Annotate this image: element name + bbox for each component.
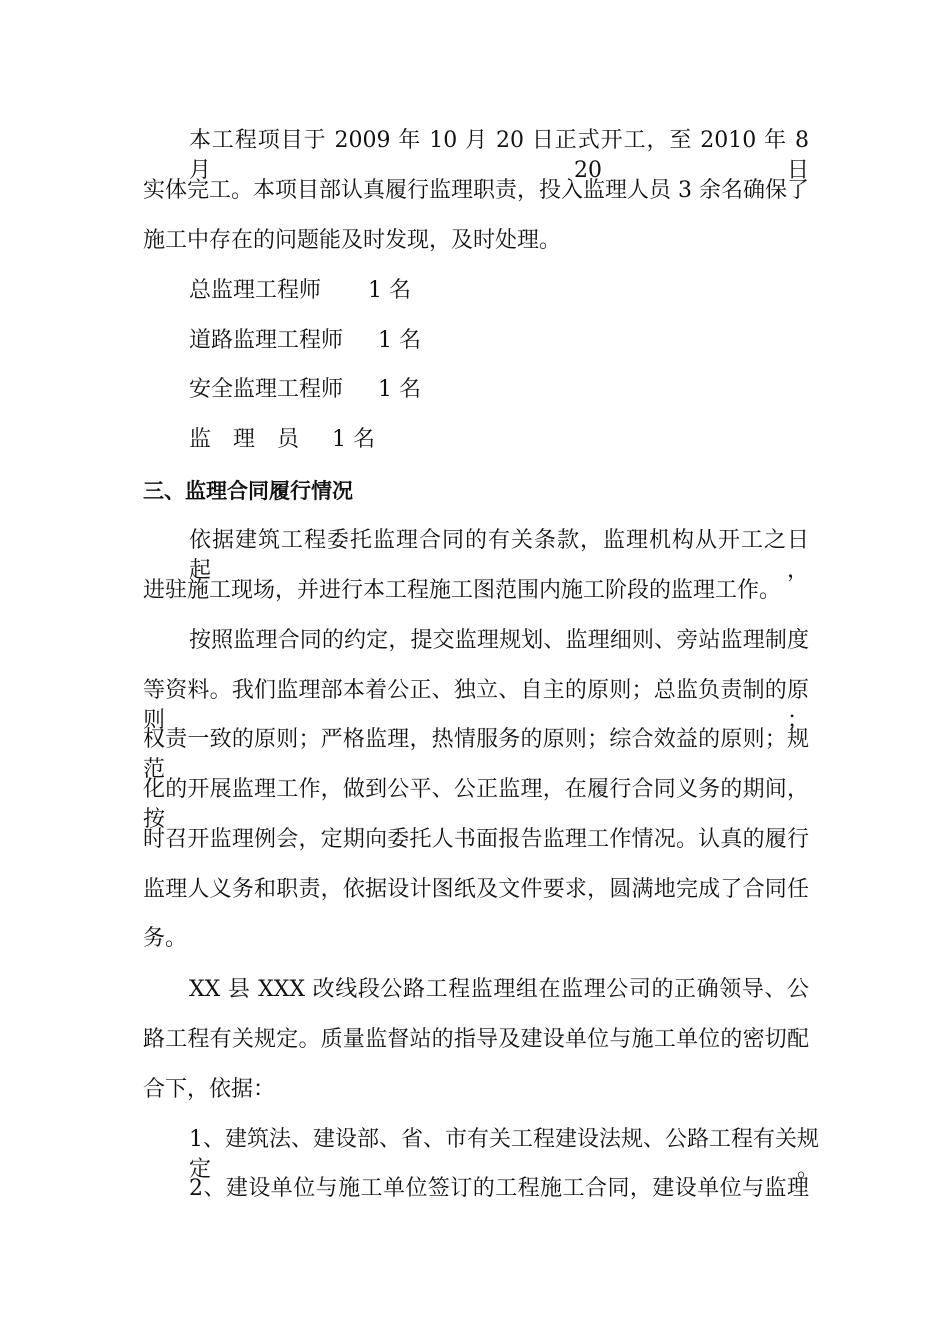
paragraph-2-line-6: 监理人义务和职责，依据设计图纸及文件要求，圆满地完成了合同任 — [143, 877, 809, 902]
paragraph-2-line-5: 时召开监理例会，定期向委托人书面报告监理工作情况。认真的履行 — [143, 827, 809, 852]
staff-role: 道路监理工程师 — [189, 328, 344, 353]
paragraph-3-line-2: 路工程有关规定。质量监督站的指导及建设单位与施工单位的密切配 — [143, 1027, 809, 1052]
staff-count: 1 名 — [332, 427, 375, 452]
section-heading: 三、监理合同履行情况 — [143, 479, 353, 503]
staff-role: 安全监理工程师 — [189, 377, 344, 402]
staff-row-road — [189, 326, 421, 356]
intro-line-2: 实体完工。本项目部认真履行监理职责，投入监理人员 3 余名确保了 — [143, 178, 809, 203]
paragraph-2-line-4: 化的开展监理工作，做到公平、公正监理，在履行合同义务的期间，按 — [143, 777, 809, 832]
paragraph-2-line-7: 务。 — [143, 926, 188, 951]
intro-line-1: 本工程项目于 2009 年 10 月 20 日正式开工，至 2010 年 8 月 20 日 — [189, 128, 809, 183]
staff-role: 总监理工程师 — [189, 278, 322, 303]
staff-count: 1 名 — [368, 278, 411, 303]
staff-row-inspector — [189, 425, 375, 455]
list-item-2: 2、建设单位与施工单位签订的工程施工合同，建设单位与监理 — [189, 1176, 809, 1201]
staff-role: 监 理 员 — [189, 427, 300, 452]
paragraph-2-line-1: 按照监理合同的约定，提交监理规划、监理细则、旁站监理制度 — [189, 628, 809, 653]
paragraph-2-line-3: 权责一致的原则；严格监理，热情服务的原则；综合效益的原则；规范 — [143, 727, 809, 782]
paragraph-1-line-2: 进驻施工现场，并进行本工程施工图范围内施工阶段的监理工作。 — [143, 578, 782, 603]
staff-row-chief — [189, 276, 411, 306]
paragraph-2-line-2: 等资料。我们监理部本着公正、独立、自主的原则；总监负责制的原则； — [143, 678, 809, 733]
paragraph-1-line-1: 依据建筑工程委托监理合同的有关条款，监理机构从开工之日起， — [189, 528, 809, 583]
paragraph-3-line-3: 合下，依据： — [143, 1077, 276, 1102]
staff-count: 1 名 — [378, 377, 421, 402]
staff-count: 1 名 — [378, 328, 421, 353]
intro-line-3: 施工中存在的问题能及时发现，及时处理。 — [143, 228, 562, 253]
paragraph-3-line-1: XX 县 XXX 改线段公路工程监理组在监理公司的正确领导、公 — [189, 977, 809, 1002]
list-item-1: 1、建筑法、建设部、省、市有关工程建设法规、公路工程有关规定。 — [189, 1127, 819, 1182]
staff-row-safety — [189, 375, 421, 405]
